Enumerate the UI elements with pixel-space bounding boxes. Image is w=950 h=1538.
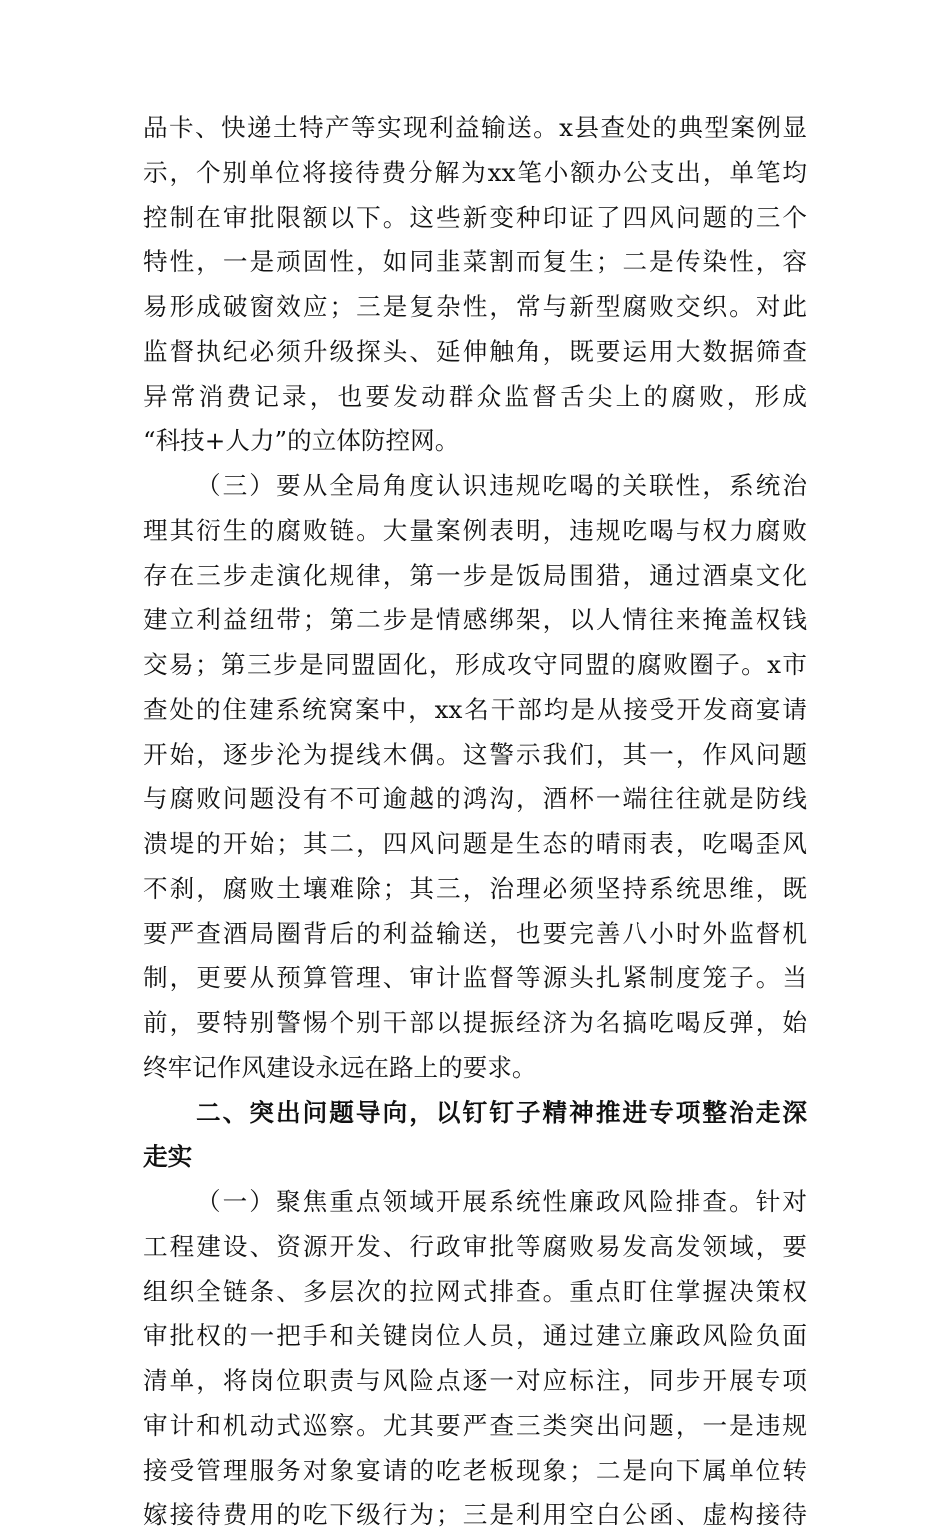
paragraph-line: 组织全链条、多层次的拉网式排查。重点盯住掌握决策权	[143, 1276, 807, 1306]
paragraph-line: 嫁接待费用的吃下级行为；三是利用空白公函、虚构接待	[143, 1500, 807, 1530]
paragraph-line: 品卡、快递土特产等实现利益输送。x县查处的典型案例显	[143, 113, 807, 142]
paragraph-line: 接受管理服务对象宴请的吃老板现象；二是向下属单位转	[143, 1455, 807, 1485]
paragraph-line: 易形成破窗效应；三是复杂性，常与新型腐败交织。对此	[143, 292, 807, 321]
section-heading-line: 走实	[143, 1142, 193, 1172]
document-page	[143, 106, 807, 1538]
paragraph-line: 清单，将岗位职责与风险点逐一对应标注，同步开展专项	[143, 1366, 807, 1395]
paragraph-line: 与腐败问题没有不可逾越的鸿沟，酒杯一端往往就是防线	[143, 784, 807, 814]
paragraph-line: 异常消费记录，也要发动群众监督舌尖上的腐败，形成	[143, 381, 807, 411]
paragraph-line: 审计和机动式巡察。尤其要严查三类突出问题，一是违规	[143, 1410, 807, 1440]
paragraph-line: 要严查酒局圈背后的利益输送，也要完善八小时外监督机	[143, 918, 807, 948]
paragraph-line: 审批权的一把手和关键岗位人员，通过建立廉政风险负面	[143, 1321, 807, 1351]
paragraph-line: （一）聚焦重点领域开展系统性廉政风险排查。针对	[196, 1187, 807, 1216]
paragraph-line: （三）要从全局角度认识违规吃喝的关联性，系统治	[196, 471, 807, 500]
paragraph-line: 交易；第三步是同盟固化，形成攻守同盟的腐败圈子。x市	[143, 650, 807, 679]
paragraph-line: 工程建设、资源开发、行政审批等腐败易发高发领域，要	[143, 1231, 807, 1261]
paragraph-line: 存在三步走演化规律，第一步是饭局围猎，通过酒桌文化	[143, 560, 807, 590]
paragraph-line: 不刹，腐败土壤难除；其三，治理必须坚持系统思维，既	[143, 873, 807, 903]
paragraph-line: 特性，一是顽固性，如同韭菜割而复生；二是传染性，容	[143, 247, 807, 277]
paragraph-line: 终牢记作风建设永远在路上的要求。	[143, 1052, 537, 1082]
paragraph-line: “科技+人力”的立体防控网。	[143, 426, 460, 456]
paragraph-line: 建立利益纽带；第二步是情感绑架，以人情往来掩盖权钱	[143, 605, 807, 635]
paragraph-line: 示，个别单位将接待费分解为xx笔小额办公支出，单笔均	[143, 157, 807, 187]
paragraph-line: 查处的住建系统窝案中，xx名干部均是从接受开发商宴请	[143, 694, 807, 724]
paragraph-line: 溃堤的开始；其二，四风问题是生态的晴雨表，吃喝歪风	[143, 829, 807, 858]
paragraph-line: 制，更要从预算管理、审计监督等源头扎紧制度笼子。当	[143, 963, 807, 993]
paragraph-line: 监督执纪必须升级探头、延伸触角，既要运用大数据筛查	[143, 336, 807, 366]
paragraph-line: 开始，逐步沦为提线木偶。这警示我们，其一，作风问题	[143, 739, 807, 769]
paragraph-line: 前，要特别警惕个别干部以提振经济为名搞吃喝反弹，始	[143, 1008, 807, 1037]
paragraph-line: 理其衍生的腐败链。大量案例表明，违规吃喝与权力腐败	[143, 515, 807, 545]
section-heading-line: 二、突出问题导向，以钉钉子精神推进专项整治走深	[196, 1097, 807, 1127]
paragraph-line: 控制在审批限额以下。这些新变种印证了四风问题的三个	[143, 202, 807, 232]
